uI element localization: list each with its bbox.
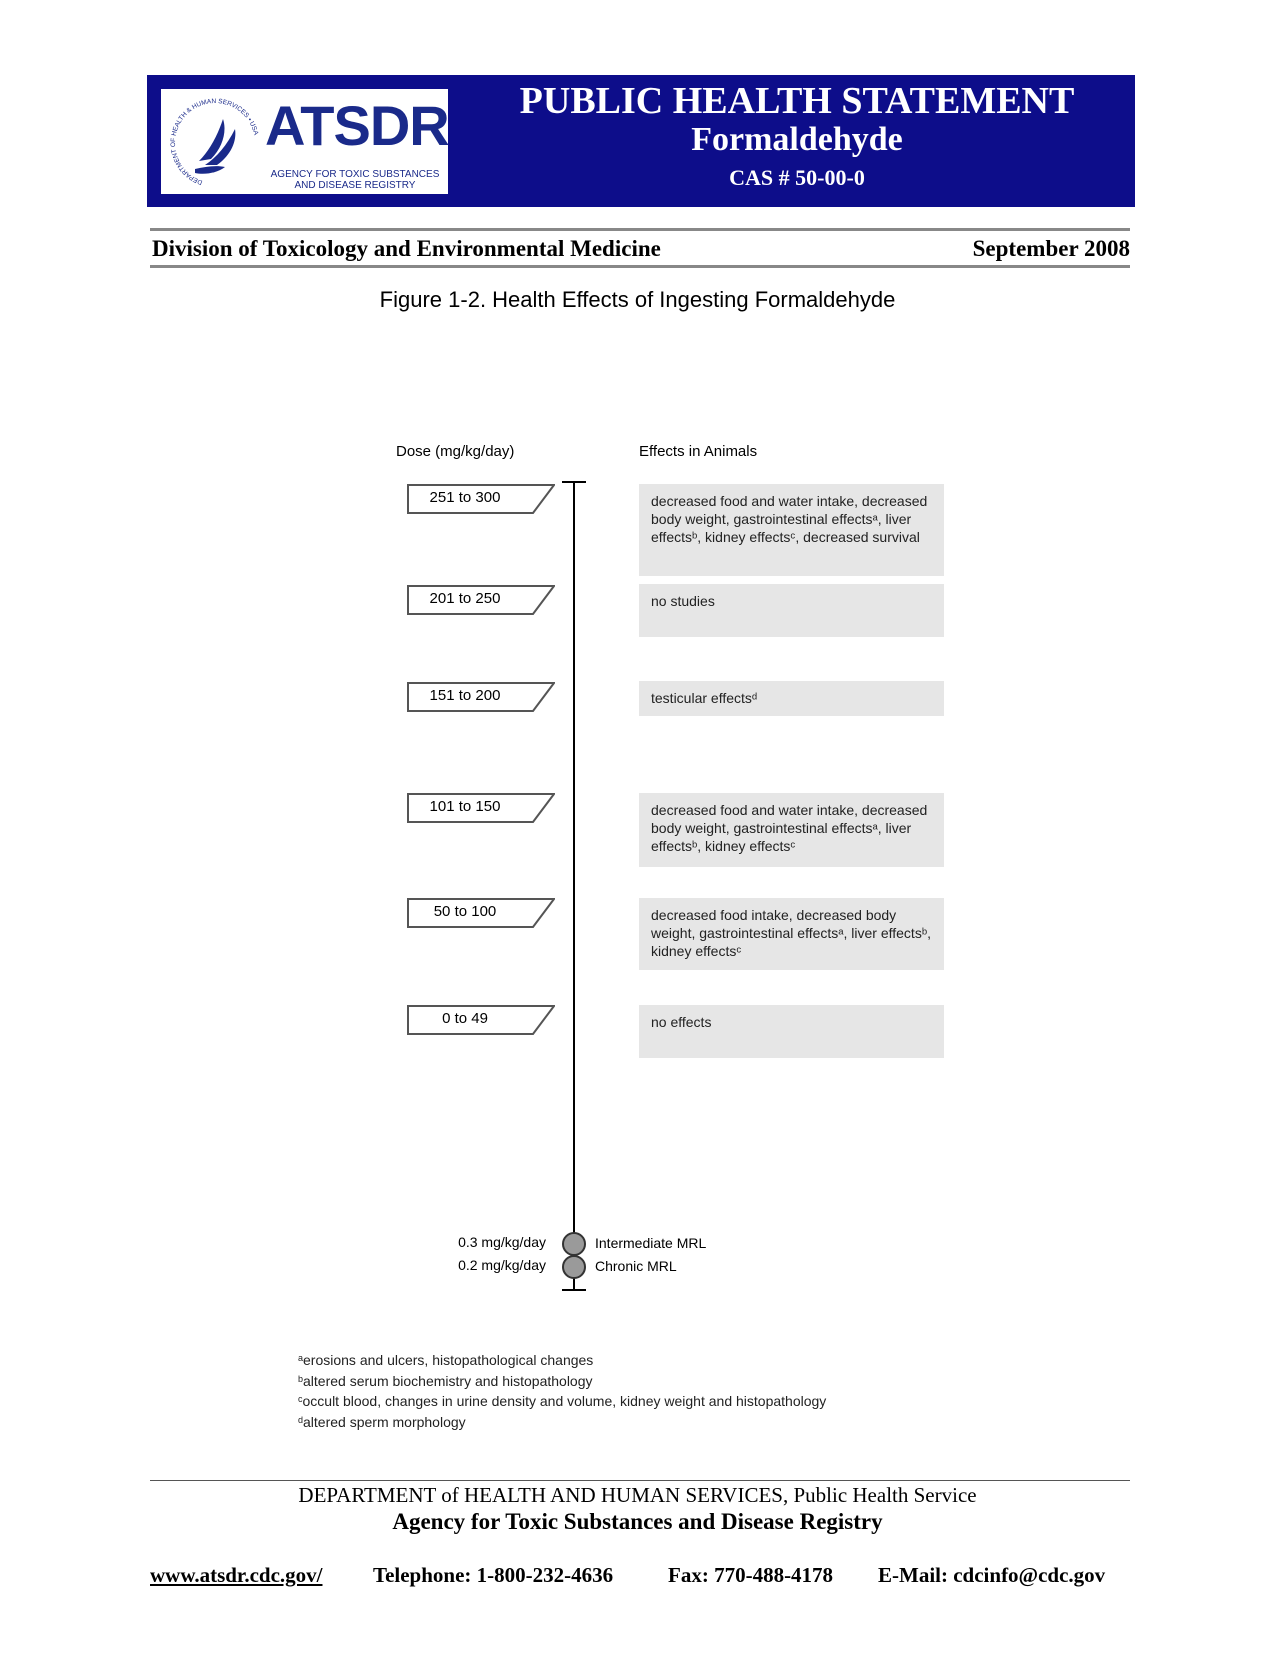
footnote: $^a$erosions and ulcers, histopathological changes xyxy=(298,1352,594,1368)
publication-date: September 2008 xyxy=(972,236,1130,261)
axis-bottom-tick xyxy=(562,1289,586,1291)
division-name: Division of Toxicology and Environmental Medicine xyxy=(152,236,661,261)
atsdr-logo xyxy=(161,89,448,194)
telephone: Telephone: 1-800-232-4636 xyxy=(373,1563,614,1587)
agency-line: Agency for Toxic Substances and Disease Registry xyxy=(392,1509,883,1534)
substance-name: Formaldehyde xyxy=(691,121,903,158)
statement-title: PUBLIC HEALTH STATEMENT xyxy=(519,80,1075,122)
footnote: $^d$altered sperm morphology xyxy=(298,1413,466,1430)
cas-number: CAS # 50-00-0 xyxy=(729,165,865,190)
effect-box: decreased food intake, decreased body weight, gastrointestinal effectsᵃ, liver effectsᵇ, kidney effectsᶜ xyxy=(639,898,944,970)
email: E-Mail: cdcinfo@cdc.gov xyxy=(878,1563,1106,1587)
mrl-name: Chronic MRL xyxy=(595,1258,677,1274)
header-banner xyxy=(147,75,1135,207)
effect-box: no studies xyxy=(639,584,944,637)
department-line: DEPARTMENT of HEALTH AND HUMAN SERVICES, Public Health Service xyxy=(298,1483,977,1507)
hhs-eagle-icon xyxy=(165,93,265,190)
logo-subtitle: AGENCY FOR TOXIC SUBSTANCES AND DISEASE REGISTRY xyxy=(270,169,440,191)
dose-label: 50 to 100 xyxy=(407,898,555,928)
effect-box: decreased food and water intake, decreased body weight, gastrointestinal effectsᵃ, liver effectsᵇ, kidney effectsᶜ xyxy=(639,793,944,867)
divider-bottom xyxy=(150,265,1130,268)
figure-title: Figure 1-2. Health Effects of Ingesting Formaldehyde xyxy=(379,287,896,312)
dose-label: 151 to 200 xyxy=(407,682,555,712)
divider-top xyxy=(150,228,1130,231)
dose-axis-line xyxy=(573,482,575,1290)
effect-box: no effects xyxy=(639,1005,944,1058)
footnotes xyxy=(298,1349,826,1431)
dose-label: 101 to 150 xyxy=(407,793,555,823)
svg-text:DEPARTMENT OF HEALTH & HUMAN S: DEPARTMENT OF HEALTH & HUMAN SERVICES • USA xyxy=(169,97,260,186)
footer-divider xyxy=(150,1480,1130,1481)
mrl-marker xyxy=(562,1255,586,1279)
footnote: $^c$occult blood, changes in urine density and volume, kidney weight and histopathology xyxy=(298,1393,827,1409)
mrl-marker xyxy=(562,1232,586,1256)
dose-column-header: Dose (mg/kg/day) xyxy=(396,443,515,460)
effect-box: decreased food and water intake, decreased body weight, gastrointestinal effectsᵃ, liver effectsᵇ, kidney effectsᶜ, decreased survival xyxy=(639,484,944,576)
website-link[interactable]: www.atsdr.cdc.gov/ xyxy=(150,1563,323,1587)
logo-wordmark: ATSDR xyxy=(265,94,449,157)
effect-box: testicular effectsᵈ xyxy=(639,681,944,716)
effects-column-header: Effects in Animals xyxy=(639,443,758,460)
mrl-value: 0.2 mg/kg/day xyxy=(458,1257,546,1273)
footnote: $^b$altered serum biochemistry and histopathology xyxy=(298,1372,593,1389)
dose-label: 251 to 300 xyxy=(407,484,555,514)
mrl-name: Intermediate MRL xyxy=(595,1235,707,1251)
dose-label: 201 to 250 xyxy=(407,585,555,615)
dose-label: 0 to 49 xyxy=(407,1005,555,1035)
mrl-value: 0.3 mg/kg/day xyxy=(458,1234,546,1250)
fax: Fax: 770-488-4178 xyxy=(668,1563,834,1587)
axis-top-tick xyxy=(562,481,586,483)
